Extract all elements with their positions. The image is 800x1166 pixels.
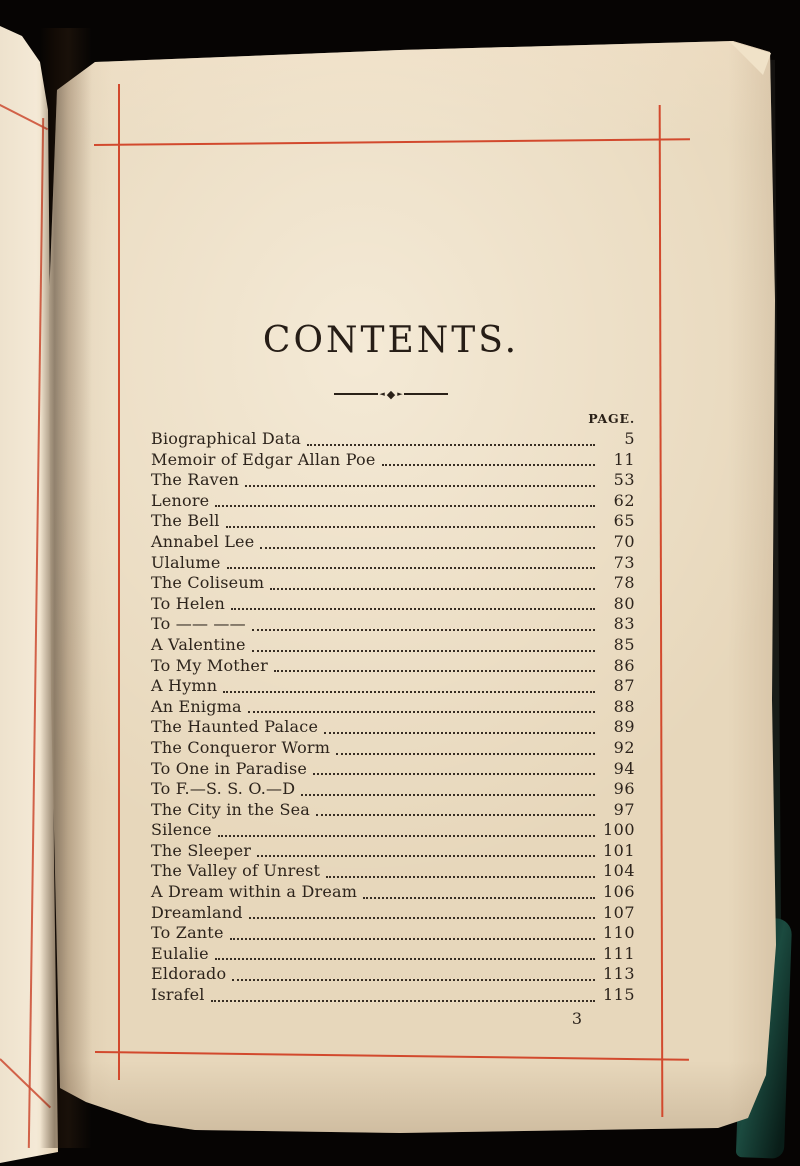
toc-entry — [151, 964, 635, 985]
toc-entry-title: The Bell — [151, 511, 220, 531]
toc-entry-title: The Haunted Palace — [151, 717, 319, 737]
toc-entry-title: Lenore — [151, 490, 210, 510]
toc-entry-title: The Raven — [151, 470, 240, 490]
toc-entry-page-number: 92 — [613, 737, 635, 757]
toc-entry — [151, 656, 635, 677]
toc-entry-page-number: 78 — [613, 573, 635, 593]
toc-entry-title: A Dream within a Dream — [151, 882, 358, 902]
leader-dots — [246, 697, 597, 718]
leader-dots — [221, 676, 597, 697]
ornament-arrow-right-icon: ► — [397, 389, 403, 398]
toc-entry — [151, 820, 635, 841]
toc-entry-title: To One in Paradise — [151, 758, 308, 778]
leader-dots — [209, 985, 597, 1006]
toc-entry-title: Annabel Lee — [151, 531, 255, 551]
toc-entry-page-number: 80 — [613, 593, 635, 613]
toc-entry-page-number: 115 — [602, 985, 635, 1005]
toc-entry — [151, 738, 635, 759]
toc-entry-title: A Valentine — [151, 634, 246, 654]
toc-entry-page-number: 111 — [602, 943, 635, 963]
signature-mark: 3 — [571, 1009, 583, 1028]
leader-dots — [324, 861, 597, 882]
toc-entry-title: To F.—S. S. O.—D — [151, 779, 296, 799]
toc-entry — [151, 614, 635, 635]
toc-entry — [151, 717, 635, 738]
toc-entry — [151, 944, 635, 965]
toc-entry-page-number: 83 — [613, 614, 635, 634]
toc-entry — [151, 573, 635, 594]
ornament-diamond-icon: ◆ — [386, 387, 396, 401]
toc-entry — [151, 450, 635, 471]
leader-dots — [230, 964, 597, 985]
toc-entry-page-number: 62 — [613, 490, 635, 510]
toc-entry-title: A Hymn — [151, 676, 218, 696]
leader-dots — [225, 553, 597, 574]
ornament-arrow-left-icon: ◄ — [379, 389, 385, 398]
toc-entry-page-number: 87 — [613, 676, 635, 696]
toc-entry — [151, 429, 635, 450]
toc-entry-page-number: 73 — [613, 552, 635, 572]
toc-entry-title: To —— —— — [151, 614, 246, 634]
leader-dots — [213, 944, 597, 965]
toc-entry-page-number: 97 — [613, 799, 635, 819]
toc-entry-title: Memoir of Edgar Allan Poe — [151, 449, 376, 469]
toc-entry-page-number: 86 — [613, 655, 635, 675]
toc-entry-page-number: 11 — [613, 449, 635, 469]
toc-entry-page-number: 70 — [613, 531, 635, 551]
ornament-rule-left — [334, 393, 378, 395]
toc-entry-page-number: 110 — [602, 923, 635, 943]
toc-entry-title: Silence — [151, 820, 212, 840]
leader-dots — [314, 800, 597, 821]
toc-entry-page-number: 53 — [613, 470, 635, 490]
toc-entry-title: To Zante — [151, 923, 224, 943]
page-title: CONTENTS. — [262, 320, 520, 361]
leader-dots — [305, 429, 597, 450]
toc-entry — [151, 800, 635, 821]
leader-dots — [229, 594, 597, 615]
toc-entry — [151, 532, 635, 553]
toc-entry — [151, 903, 635, 924]
leader-dots — [228, 923, 597, 944]
toc-entry-title: The City in the Sea — [151, 799, 311, 819]
divider-ornament — [120, 386, 662, 402]
toc-entry-title: The Coliseum — [151, 573, 265, 593]
toc-entry — [151, 594, 635, 615]
toc-entry — [151, 779, 635, 800]
toc-entry — [151, 841, 635, 862]
toc-entry-title: The Conqueror Worm — [151, 737, 331, 757]
leader-dots — [224, 511, 597, 532]
leader-dots — [334, 738, 597, 759]
toc-entry-title: Israfel — [151, 985, 205, 1005]
toc-entry — [151, 491, 635, 512]
toc-entry — [151, 985, 635, 1006]
toc-entry-title: Eldorado — [151, 964, 227, 984]
toc-entry-page-number: 65 — [613, 511, 635, 531]
toc-entry-title: The Valley of Unrest — [151, 861, 321, 881]
toc-entry — [151, 635, 635, 656]
toc-entry — [151, 511, 635, 532]
toc-entry-page-number: 88 — [613, 696, 635, 716]
toc-entry — [151, 470, 635, 491]
ornament-rule-right — [404, 393, 448, 395]
toc-entry-page-number: 106 — [602, 882, 635, 902]
toc-entry — [151, 553, 635, 574]
toc-entry-title: Ulalume — [151, 552, 221, 572]
toc-entry — [151, 676, 635, 697]
toc-entry-page-number: 104 — [602, 861, 635, 881]
leader-dots — [247, 903, 597, 924]
toc-entry-title: To Helen — [151, 593, 226, 613]
toc-entry-title: Eulalie — [151, 943, 209, 963]
leader-dots — [361, 882, 597, 903]
toc-entry-page-number: 113 — [602, 964, 635, 984]
toc-list — [151, 408, 635, 1006]
leader-dots — [272, 656, 597, 677]
toc-entry — [151, 697, 635, 718]
toc-entry-page-number: 89 — [613, 717, 635, 737]
toc-entry — [151, 882, 635, 903]
leader-dots — [250, 635, 597, 656]
toc-entry-title: Dreamland — [151, 902, 243, 922]
leader-dots — [216, 820, 597, 841]
leader-dots — [299, 779, 597, 800]
toc-entry-page-number: 96 — [613, 779, 635, 799]
leader-dots — [311, 759, 597, 780]
toc-entry — [151, 861, 635, 882]
page-column-header: PAGE. — [588, 411, 635, 426]
leader-dots — [250, 614, 597, 635]
toc-entry-page-number: 107 — [602, 902, 635, 922]
leader-dots — [268, 573, 597, 594]
leader-dots — [255, 841, 597, 862]
toc-entry-title: The Sleeper — [151, 840, 252, 860]
toc-entry-title: To My Mother — [151, 655, 268, 675]
leader-dots — [380, 450, 597, 471]
leader-dots — [258, 532, 597, 553]
leader-dots — [322, 717, 597, 738]
toc-entry-page-number: 94 — [613, 758, 635, 778]
toc-entry-page-number: 5 — [624, 429, 635, 448]
leader-dots — [243, 470, 597, 491]
toc-entry-page-number: 100 — [602, 820, 635, 840]
leader-dots — [213, 491, 597, 512]
toc-entry — [151, 923, 635, 944]
toc-entry-title: Biographical Data — [151, 429, 302, 448]
toc-entry — [151, 759, 635, 780]
toc-entry-page-number: 101 — [602, 840, 635, 860]
toc-entry-title: An Enigma — [151, 696, 242, 716]
toc-entry-page-number: 85 — [613, 634, 635, 654]
